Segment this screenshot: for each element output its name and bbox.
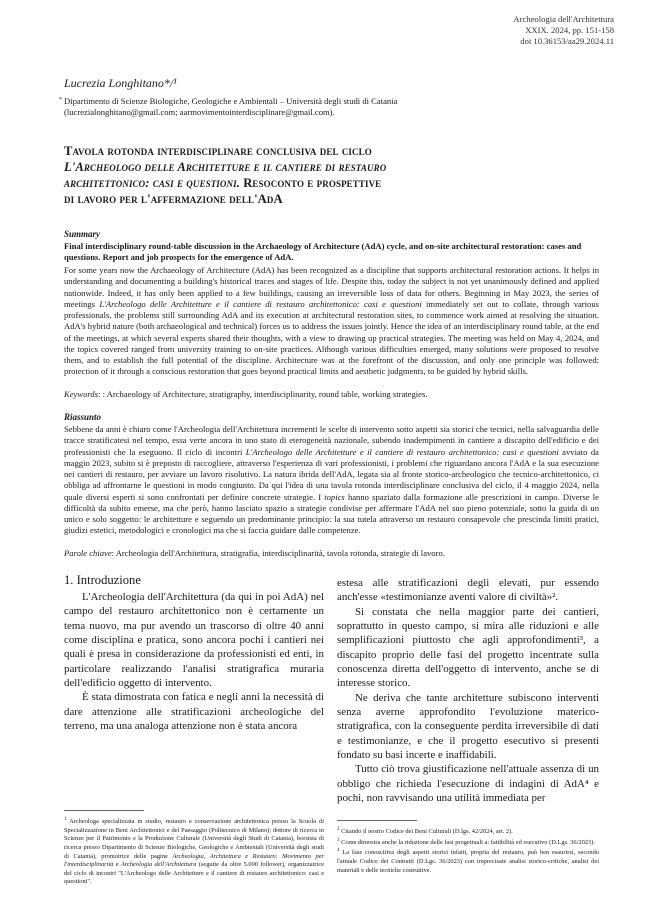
article-title [64,143,604,207]
footnote-4 [337,847,599,875]
riassunto-text-a: Sebbene da anni è chiaro come l'Archeologia dell'Architettura incrementi le scelte di intervento sotto aspetti sia storici che tecnici, nella salvaguardia delle tracce stratificatesi nel tempo, essa verte ancora in uno stato di eterogeneità nazionale, subendo inadempimenti in cantiere a discapito dell'edificio e dei professionisti che la eseguono. Il ciclo di incontri [64,424,599,457]
keywords-text: : : Archaeology of Architecture, stratigraphy, interdisciplinarity, round table, working strategies. [98,389,428,399]
summary-keywords [64,389,599,400]
intro-paragraph-1: L'Archeologia dell'Architettura (da qui in poi AdA) nel campo del restauro architettonico non è certamente un tema nuovo, ma pur avendo un trascorso di oltre 40 anni come disciplina e pratica, sono ancora pochi i cantieri nei quali è presa in considerazione da professionisti ed enti, in particolare realizzando l'analisi stratigrafica muraria dell'edificio oggetto di intervento. [64,591,324,690]
footnote-1-text-b: e [113,861,121,869]
footnote-1-text-c: (seguite da oltre 5.000 follower), organizzatrice del ciclo di incontri "L'Archeologo delle Architetture e il cantiere di restauro architettonico: casi e questioni". [64,861,324,886]
summary-body [64,265,599,378]
footnote-4-text: La fase conoscitiva degli aspetti storici infatti, propria del restauro, può ben esaurirsi, secondo l'attuale Codice dei Contratti (D.Lgs. 36/2023) con imprecisate analisi storico-critiche, analisi dei materiali e delle tecniche costruttive. [337,849,599,874]
footnote-rule-right [337,820,417,821]
footnote-2 [337,826,599,837]
footnote-1 [64,816,324,887]
intro-column-right [337,576,599,806]
footnote-1-number: 1 [64,817,67,822]
footnote-3 [337,837,599,848]
footnote-rule-left [64,810,144,811]
riassunto-text-italic-2: topics [324,491,345,502]
title-line-3-italic: architettonico: casi e questioni. [64,176,240,190]
footnote-1-italic: Archeologia, Architettura e Restauro: Movimento per l'interdisciplinarità [64,852,324,869]
title-line-4: di lavoro per l'affermazione dell'AdA [64,192,283,206]
parole-chiave-text: : Archeologia dell'Architettura, stratigrafia, interdisciplinarità, tavola rotonda, strategie di lavoro. [111,548,445,558]
footnote-4-number: 4 [337,848,340,854]
affiliation-line-1: Dipartimento di Scienze Biologiche, Geologiche e Ambientali – Università degli studi di Catania [64,96,398,106]
footnote-3-text: Come dimostra anche la riduzione delle fasi progettuali a: fattibilità ed esecutivo (D.Lgs. 36/2023). [341,838,595,846]
intro-paragraph-5: Ne deriva che tante architetture subiscono interventi senza averne approfondito l'evoluzione materico-stratigrafica, con la conseguente perdita irreversibile di dati e testimonianze, e che il progetto esecutivo si presenti fondato su basi incerte e inaffidabili. [337,691,599,762]
footnote-1-italic-2: Archeologia dell'Architettura [120,861,197,869]
riassunto-text-b: avviato da maggio 2023, subito si è preposto di raccogliere, attraverso l'esperienza di vari professionisti, i problemi che riguardano ancora l'AdA e la sua esecuzione nei cantieri di restauro, per avviare un lavoro risolutivo. La natura ibrida dell'AdA, legata sia al fronte storico-archeologico che tecnico-architettonico, ci obbliga ad affrontarne le questioni in modo congiunto. Da qui l'idea di una tavola rotonda interdisciplinare conclusiva del ciclo, il 4 maggio 2024, nella quale diversi esperti si sono confrontati per definire concrete strategie. I [64,446,599,502]
journal-name: Archeologia dell'Architettura [513,14,614,24]
summary-text-a: For some years now the Archaeology of Architecture (AdA) has been recognized as a discipline that supports architectural restoration actions. It helps in understanding and documenting a building's historical traces and stages of life. Despite this, today the subject is not yet unanimously defined and applied nationwide. Indeed, it has only been applied to a few buildings, causing an irreversible loss of data for others. Beginning in May 2023, the series of meetings [64,265,599,309]
intro-paragraph-2: È stata dimostrata con fatica e negli anni la necessità di dare attenzione alle stratificazioni archeologiche del terreno, ma una analoga attenzione non è stata ancora [64,691,324,733]
intro-paragraph-6: Tutto ciò trova giustificazione nell'attuale assenza di un obbligo che richieda l'esecuzione di indagini di AdA⁴ e pochi, non ravvisando una utilità immediata per [337,763,599,805]
journal-header [513,14,614,47]
intro-column-left [64,590,324,733]
summary-text-b: immediately set out to collate, through various professionals, the problems still surrounding AdA and its execution at architectural restoration sites, to commence work aimed at resolving the situation. AdA's hybrid nature (both archaeological and technical) forces us to address the issues jointly. Hence the idea of an interdisciplinary round table, at the end of the meetings, at which several experts shared their thoughts, with a view to drawing up practical strategies. The meeting was held on May 4, 2024, and the topics covered ranged from university training to on-site practices. Although various difficulties emerged, many solutions were proposed to resolve them, and to establish the full potential of the discipline. Architecture was at the forefront of the discussion, and only one principle was followed: protection of it through a conscious restoration that goes beyond practical limits and aesthetic judgments, to be guided by hybrid skills. [64,298,599,377]
journal-volume: XXIX. 2024, pp. 151-158 [525,25,614,35]
footnote-3-number: 3 [337,837,340,843]
affiliation-line-2: (lucrezialonghitano@gmail.com; aarmovimentointerdisciplinare@gmail.com). [64,107,335,117]
intro-paragraph-4: Si constata che nella maggior parte dei cantieri, soprattutto in questo campo, si mira alle riduzioni e alle semplificazioni piuttosto che agli approfondimenti³, a discapito proprio delle fasi del progetto incentrate sulla conoscenza diretta dell'oggetto di intervento, anche se di interesse storico. [337,605,599,690]
riassunto-body [64,424,599,537]
journal-doi: doi 10.36153/aa29.2024.11 [520,36,614,46]
author-affiliation [59,96,584,118]
riassunto-text-italic: L'Archeologo delle Architetture e il cantiere di restauro architettonico: casi e questioni [245,446,559,457]
parole-chiave-label: Parole chiave [64,548,112,558]
riassunto-keywords [64,548,599,559]
title-line-3 [64,175,604,191]
riassunto-label: Riassunto [64,412,102,422]
author-name: Lucrezia Longhitano*/¹ [64,76,177,90]
footnotes-right [337,826,599,875]
section-heading-introduzione: 1. Introduzione [64,573,141,587]
affiliation-mark: * [59,97,62,103]
footnote-2-number: 2 [337,827,340,832]
title-line-1: Tavola rotonda interdisciplinare conclusiva del ciclo [64,144,372,158]
title-line-3-roman: Resoconto e prospettive [239,176,382,190]
summary-heading: Final interdisciplinary round-table discussion in the Archaeology of Architecture (AdA) cycle, and on-site architectural restoration: cases and questions. Report and job prospects for the emergence of AdA. [64,241,582,262]
footnote-1-text-a: Archeologa specializzata in studio, restauro e conservazione architettonica presso la Scuola di Specializzazione in Beni Architettonici e del Paesaggio (Politecnico di Milano); dottore di ricerca in Scienze per il Patrimonio e la Produzione Culturale (Università degli Studi di Catania), borsista di ricerca presso Dipartimento di Scienze Biologiche, Geologiche e Ambientali (Università degli studi di Catania), promotrice delle pagine [64,818,324,860]
intro-paragraph-3: estesa alle stratificazioni degli elevati, pur essendo anch'esse «testimonianze aventi valore di civiltà»². [337,577,599,604]
summary-text-italic: L'Archeologo delle Architetture e il cantiere di restauro architettonico: casi e questioni [99,298,422,309]
keywords-label: Keywords [64,389,99,399]
summary-label: Summary [64,229,101,239]
riassunto-text-c: hanno spaziato dalla formazione alle prescrizioni in campo. Diverse le difficoltà da subito emerse, ma che però, hanno lasciato spazio a strategie condivise per affermare l'AdA nel suo pieno potenziale, sotto la guida di un unico e solo soggetto: le architetture e seguendo un predominante principio: la sua tutela attraverso un restauro consapevole che prescinda limiti pratici, giudizi estetici, metodologici e cronologici ma che si faccia guidare dalle competenze. [64,491,600,536]
title-line-2: L'Archeologo delle Architetture e il cantiere di restauro [64,160,387,174]
footnote-2-text: Citando il nostro Codice dei Beni Culturali (D.lgs. 42/2024, art. 2). [341,828,513,836]
